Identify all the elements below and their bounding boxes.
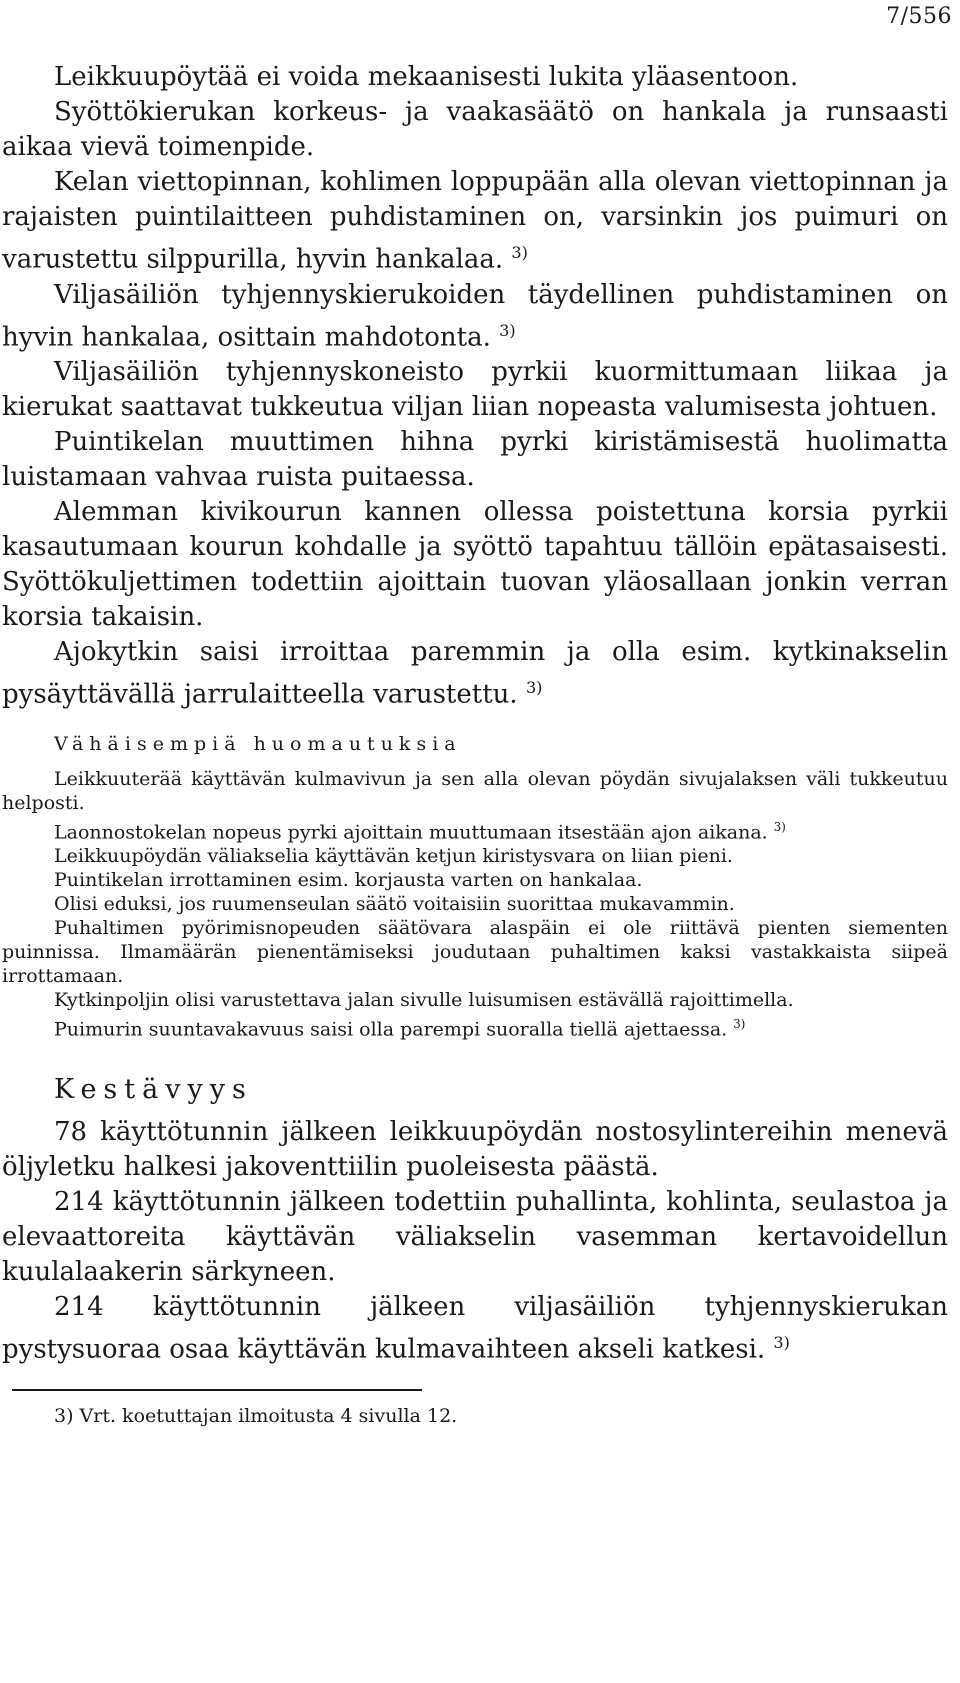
durability-paragraph: 214 käyttötunnin jälkeen viljasäiliön tyhjennyskierukan pystysuoraa osaa käyttävän kulmavaihteen akseli katkesi. $^{3)}$ — [2, 1291, 948, 1365]
minor-note: Laonnostokelan nopeus pyrki ajoittain muuttumaan itsestään ajon aikana. $^{3)}$ — [54, 819, 786, 844]
minor-note: Leikkuuterää käyttävän kulmavivun ja sen alla olevan pöydän sivujalaksen väli tukkeutuu helposti. — [2, 767, 948, 814]
durability-paragraph: 214 käyttötunnin jälkeen todettiin puhallinta, kohlinta, seulastoa ja elevaattoreita käyttävän väliakselin vasemman kertavoidellun kuulalaakerin särkyneen. — [2, 1186, 948, 1287]
minor-note: Olisi eduksi, jos ruumenseulan säätö voitaisiin suorittaa mukavammin. — [54, 893, 735, 916]
paragraph-tank-unloading: Viljasäiliön tyhjennyskoneisto pyrkii kuormittumaan liikaa ja kierukat saattavat tukkeutua viljan liian nopeasta valumisesta johtuen. — [2, 357, 948, 423]
minor-notes-heading: Vähäisempiä huomautuksia — [54, 732, 462, 755]
minor-note: Puhaltimen pyörimisnopeuden säätövara alaspäin ei ole riittävä pienten siementen puinnissa. Ilmamäärän pienentämiseksi joudutaan puhaltimen kaksi vastakkaista siipeä irrottamaan. — [2, 917, 948, 988]
footnote-ref: 3) — [733, 1017, 746, 1032]
page-number: 7/556 — [886, 4, 952, 29]
footnote: 3) Vrt. koetuttajan ilmoitusta 4 sivulla 12. — [54, 1405, 458, 1428]
footnote-ref: 3) — [773, 819, 786, 834]
paragraph-feed-auger: Syöttökierukan korkeus- ja vaakasäätö on hankala ja runsaasti aikaa vievä toimenpide. — [2, 97, 948, 162]
footnote-ref: 3) — [499, 320, 516, 340]
durability-paragraph: 78 käyttötunnin jälkeen leikkuupöydän nostosylintereihin menevä öljyletku halkesi jakoventtiilin puoleisesta päästä. — [2, 1116, 948, 1182]
minor-notes-section — [2, 733, 948, 1042]
durability-heading: Kestävyys — [54, 1073, 253, 1105]
minor-note: Puimurin suuntavakavuus saisi olla parempi suoralla tiellä ajettaessa. $^{3)}$ — [54, 1017, 746, 1041]
footnote-divider — [12, 1389, 422, 1391]
footnote-ref: 3) — [511, 243, 528, 262]
paragraph-drive-clutch: Ajokytkin saisi irroittaa paremmin ja olla esim. kytkinakselin pysäyttävällä jarrulaitteella varustettu. $^{3)}$ — [2, 637, 948, 710]
paragraph-table-lock: Leikkuupöytää ei voida mekaanisesti lukita yläasentoon. — [54, 62, 799, 92]
paragraph-reel-belt: Puintikelan muuttimen hihna pyrki kiristämisestä huolimatta luistamaan vahvaa ruista puitaessa. — [2, 427, 948, 493]
paragraph-tank-auger-cleaning: Viljasäiliön tyhjennyskierukoiden täydellinen puhdistaminen on hyvin hankalaa, osittain mahdotonta. $^{3)}$ — [2, 279, 948, 353]
minor-note: Leikkuupöydän väliakselia käyttävän ketjun kiristysvara on liian pieni. — [54, 845, 733, 868]
footnote-ref: 3) — [773, 1332, 790, 1352]
footnote-ref: 3) — [525, 678, 543, 698]
minor-note: Kytkinpoljin olisi varustettava jalan sivulle luisumisen estävällä rajoittimella. — [54, 989, 794, 1012]
paragraph-reel-cleaning: Kelan viettopinnan, kohlimen loppupään alla olevan viettopinnan ja rajaisten puintilaitteen puhdistaminen on, varsinkin jos puimuri on varustettu silppurilla, hyvin hankalaa. $^{3)}$ — [2, 167, 948, 275]
minor-note: Puintikelan irrottaminen esim. korjausta varten on hankalaa. — [54, 869, 643, 892]
paragraph-stone-trap: Alemman kivikourun kannen ollessa poistettuna korsia pyrkii kasautumaan kourun kohdalle ja syöttö tapahtuu tällöin epätasaisesti. Syöttökuljettimen todettiin ajoittain tuovan yläosallaan jonkin verran korsia takaisin. — [2, 497, 948, 633]
body-text — [2, 60, 948, 1427]
